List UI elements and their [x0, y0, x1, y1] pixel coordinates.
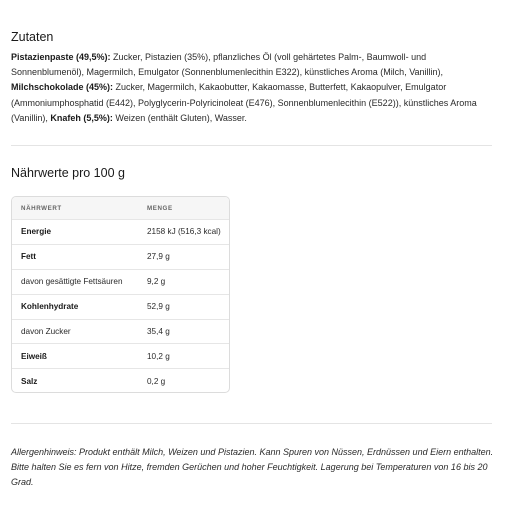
section-divider — [11, 423, 492, 424]
ingredient-list: Weizen (enthält Gluten), Wasser. — [112, 112, 247, 123]
nutrient-value: 10,2 g — [147, 351, 170, 361]
table-row — [12, 294, 229, 319]
nutrient-value: 27,9 g — [147, 252, 170, 262]
ingredient-list: Zucker, Magermilch, Kakaobutter, Kakaomasse, Butterfett, Kakaopulver, Emulgator (Ammoniumphosphatid (E442), Polyglycerin-Polyricinoleat (E476), Sonnenblumenlecithin (E522)), künstliches Aroma (Vanillin), — [11, 82, 477, 123]
section-divider — [11, 145, 492, 146]
nutrient-label: Salz — [21, 376, 38, 386]
nutrient-label: davon Zucker — [21, 327, 71, 336]
nutrition-table — [11, 196, 230, 393]
table-row — [12, 368, 229, 393]
nutrient-value: 2158 kJ (516,3 kcal) — [147, 227, 221, 237]
ingredient-name: Knafeh (5,5%): — [50, 112, 113, 123]
table-row — [12, 244, 229, 269]
nutrient-label: davon gesättigte Fettsäuren — [21, 277, 123, 287]
table-row — [12, 269, 229, 294]
nutrient-label: Kohlenhydrate — [21, 302, 79, 312]
nutrient-label: Eiweiß — [21, 351, 47, 361]
ingredient-name: Milchschokolade (45%): — [11, 82, 114, 93]
table-header — [12, 197, 229, 219]
nutrient-value: 35,4 g — [147, 327, 170, 336]
ingredients-text — [11, 50, 493, 126]
table-row — [12, 319, 229, 344]
ingredient-list: Zucker, Pistazien (35%), pflanzliches Öl (voll gehärtetes Palm-, Baumwoll- und Sonnenblumenöl), Magermilch, Emulgator (Sonnenblumenlecithin E322), künstliches Aroma (Milch, Vanillin), — [11, 52, 444, 78]
column-header-amount: MENGE — [147, 204, 173, 212]
allergy-note: Allergenhinweis: Produkt enthält Milch, Weizen und Pistazien. Kann Spuren von Nüssen, Erdnüssen und Eiern enthalten. Bitte halten Sie es fern von Hitze, fremden Gerüchen und hoher Feuchtigkeit. Lagerung bei Temperaturen von 16 bis 20 Grad. — [11, 447, 494, 488]
nutrient-value: 52,9 g — [147, 302, 170, 312]
nutrient-label: Fett — [21, 252, 37, 262]
table-row — [12, 343, 229, 368]
column-header-nutrient: NÄHRWERT — [21, 204, 62, 212]
table-row — [12, 219, 229, 244]
ingredient-name: Pistazienpaste (49,5%): — [11, 52, 111, 62]
nutrition-title: Nährwerte pro 100 g — [11, 166, 125, 180]
nutrient-label: Energie — [21, 227, 52, 237]
nutrient-value: 9,2 g — [147, 277, 166, 287]
ingredients-title: Zutaten — [11, 30, 54, 44]
nutrient-value: 0,2 g — [147, 376, 166, 386]
